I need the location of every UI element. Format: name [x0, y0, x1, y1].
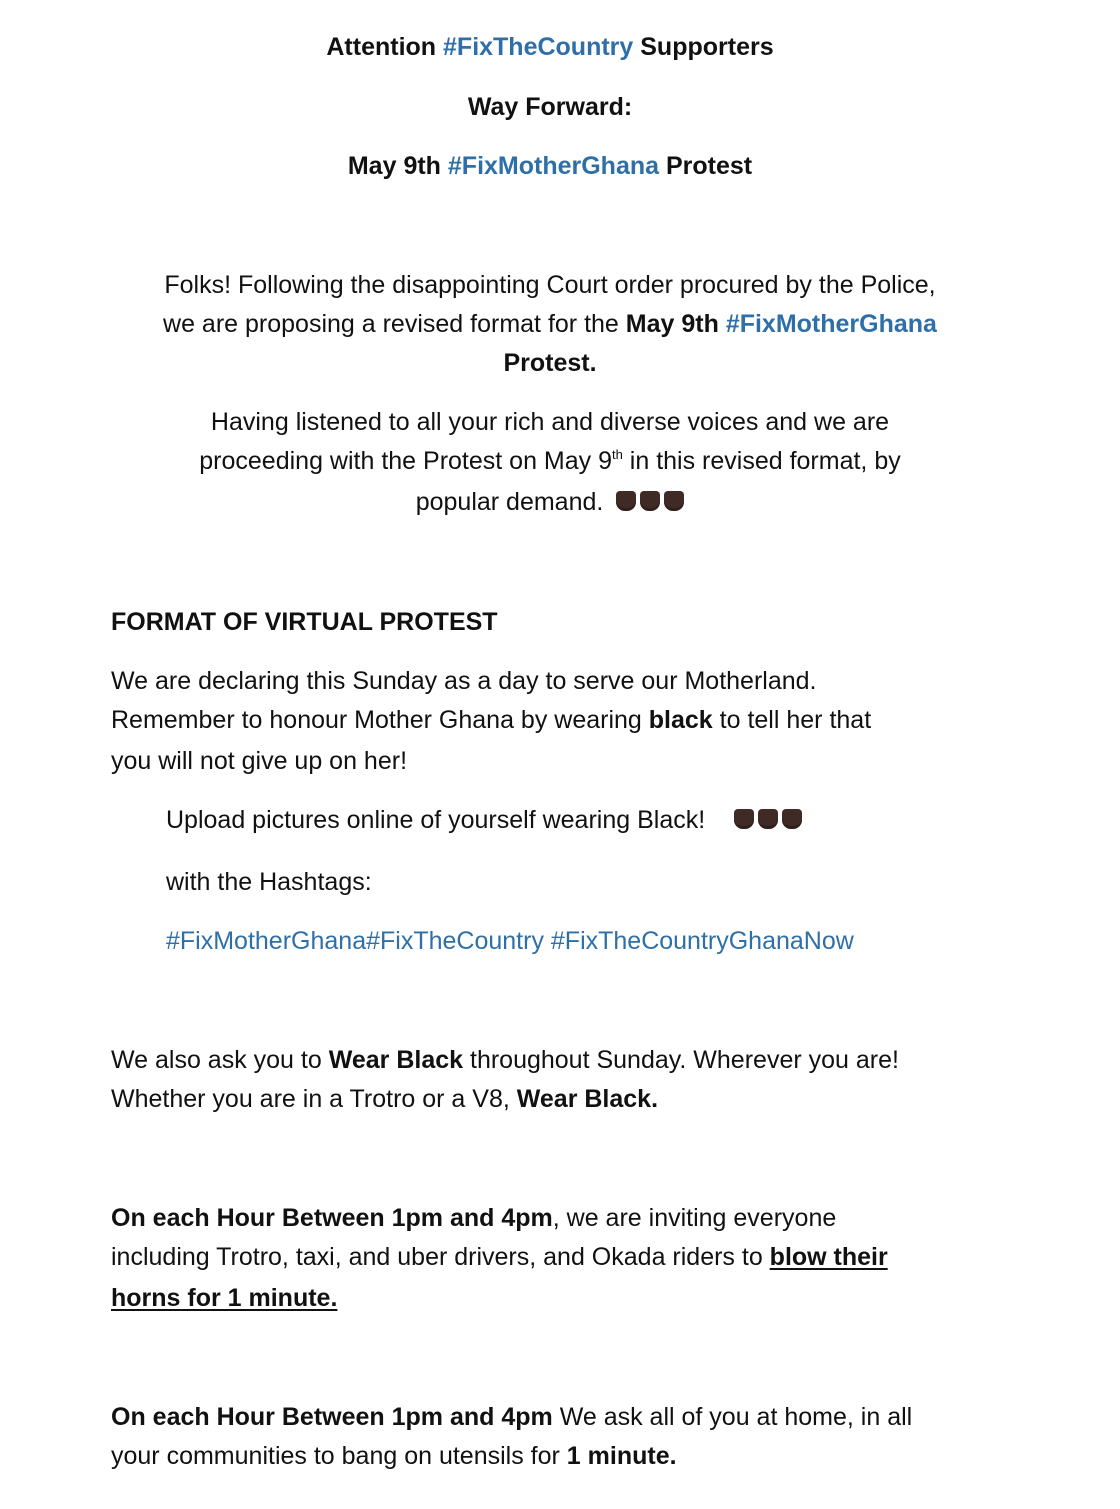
intro-p1-line3: Protest.: [503, 349, 597, 377]
body-text: your communities to bang on utensils for: [111, 1442, 567, 1470]
bold-text: Wear Black: [328, 1046, 464, 1074]
body-text: to tell her that: [712, 706, 872, 734]
utensils-line1: [111, 1402, 912, 1432]
body-text: including Trotro, taxi, and uber drivers, and Okada riders to: [111, 1243, 770, 1271]
horns-line3: horns for 1 minute.: [111, 1284, 338, 1312]
format-p1-line3: you will not give up on her!: [111, 747, 408, 775]
body-text: we are proposing a revised format for the: [163, 310, 626, 338]
header-subtitle: Way Forward:: [467, 93, 633, 121]
body-text: Whether you are in a Trotro or a V8,: [111, 1085, 517, 1113]
intro-p1-line2: [0, 309, 1100, 339]
body-text: , we are inviting everyone: [552, 1204, 837, 1232]
raised-fist-icon: [664, 491, 684, 511]
body-text: in this revised format, by: [622, 447, 901, 475]
body-text: proceeding with the Protest on May 9: [199, 447, 612, 475]
bold-text: 1 minute.: [566, 1442, 677, 1470]
bold-text: Wear Black.: [516, 1085, 659, 1113]
body-text: We ask all of you at home, in all: [552, 1403, 913, 1431]
raised-fist-icon: [734, 809, 754, 829]
body-text: popular demand.: [415, 488, 604, 516]
raised-fist-emoji-group: [616, 491, 684, 511]
intro-p2-line2: [0, 446, 1100, 480]
format-p1-line2: [111, 705, 871, 735]
raised-fist-icon: [782, 809, 802, 829]
horns-line2: [111, 1242, 888, 1272]
superscript: th: [612, 447, 623, 462]
horns-line1: [111, 1203, 836, 1233]
section-heading: FORMAT OF VIRTUAL PROTEST: [111, 608, 498, 636]
intro-p2-line1: Having listened to all your rich and diverse voices and we are: [210, 408, 890, 436]
body-text: Upload pictures online of yourself wearing Black!: [166, 806, 706, 834]
header-event-line: [0, 151, 1100, 181]
hashtags-list[interactable]: #FixMotherGhana#FixTheCountry #FixTheCountryGhanaNow: [166, 927, 854, 955]
raised-fist-icon: [640, 491, 660, 511]
hashtag-link[interactable]: #FixTheCountry: [443, 33, 634, 61]
intro-p1-line1: Folks! Following the disappointing Court order procured by the Police,: [164, 271, 936, 299]
body-text: throughout Sunday. Wherever you are!: [463, 1046, 899, 1074]
intro-p2-line3: [0, 487, 1100, 517]
header-text: Supporters: [633, 33, 774, 61]
bold-text: On each Hour Between 1pm and 4pm: [111, 1204, 553, 1232]
bold-text: black: [648, 706, 713, 734]
underlined-bold-text: blow their: [769, 1243, 888, 1271]
utensils-line2: [111, 1441, 677, 1471]
hashtag-link[interactable]: #FixMotherGhana: [725, 310, 937, 338]
body-text: Remember to honour Mother Ghana by wearing: [111, 706, 649, 734]
header-text: May 9th: [347, 152, 448, 180]
wear-black-line2: [111, 1084, 658, 1114]
bold-text: On each Hour Between 1pm and 4pm: [111, 1403, 553, 1431]
wear-black-line1: [111, 1045, 899, 1075]
hashtag-link[interactable]: #FixMotherGhana: [447, 152, 660, 180]
body-text: We also ask you to: [111, 1046, 329, 1074]
hashtags-label: with the Hashtags:: [166, 868, 372, 896]
header-text: Protest: [659, 152, 753, 180]
format-p1-line1: We are declaring this Sunday as a day to serve our Motherland.: [111, 667, 817, 695]
raised-fist-emoji-group: [734, 809, 802, 829]
raised-fist-icon: [758, 809, 778, 829]
raised-fist-icon: [616, 491, 636, 511]
upload-instruction: [166, 805, 802, 835]
header-text: Attention: [326, 33, 444, 61]
bold-text: May 9th: [625, 310, 719, 338]
header-title-line: [0, 32, 1100, 62]
